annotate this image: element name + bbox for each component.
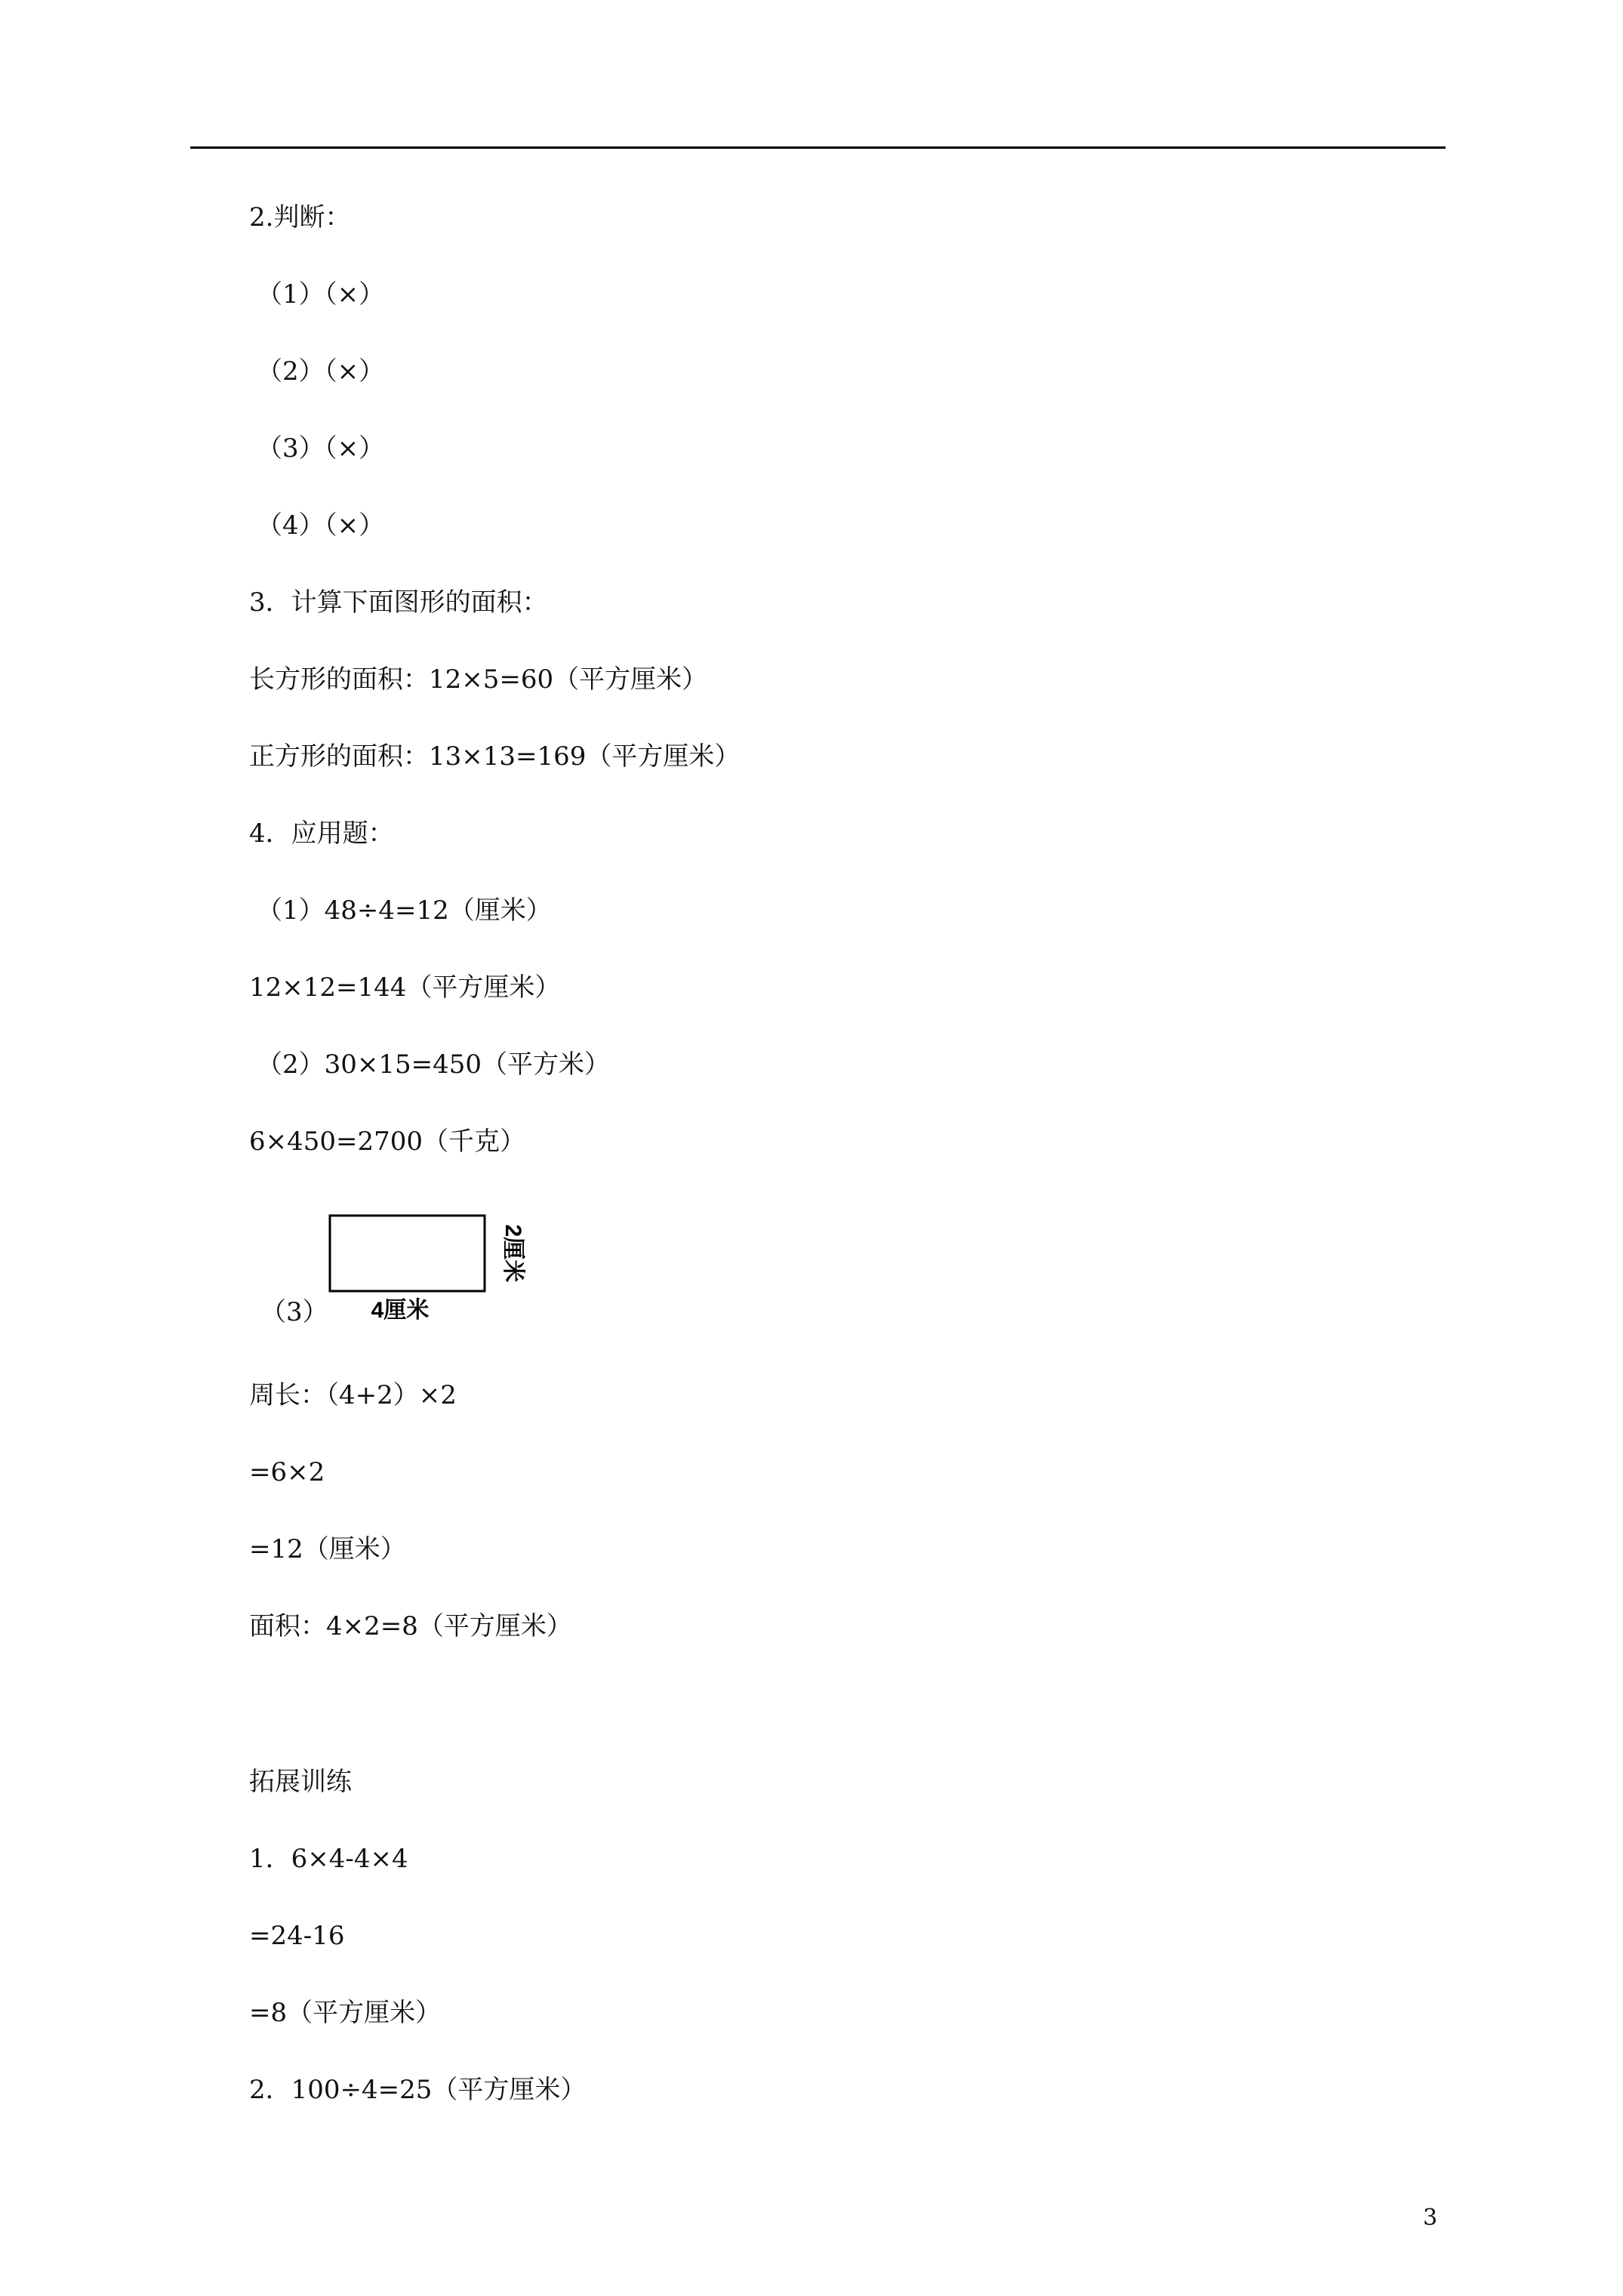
rectangle-shape <box>330 1216 485 1291</box>
page-number: 3 <box>1423 2205 1438 2231</box>
perimeter-step-1: 周长：（4+2）×2 <box>249 1380 457 1410</box>
extension-2-line: 2．100÷4=25（平方厘米） <box>249 2075 587 2105</box>
rectangle-figure <box>317 1200 536 1329</box>
judgement-item-4: （4）（×） <box>257 510 385 541</box>
extension-title: 拓展训练 <box>249 1767 352 1797</box>
perimeter-step-2: =6×2 <box>249 1457 325 1487</box>
problem-2-step-2: 6×450=2700（千克） <box>249 1126 526 1157</box>
rectangle-area-line: 长方形的面积：12×5=60（平方厘米） <box>249 664 708 695</box>
problem-3-label: （3） <box>260 1297 328 1327</box>
rectangle-width-label: 4厘米 <box>371 1298 430 1323</box>
section-4-heading: 4．应用题： <box>249 818 394 849</box>
problem-1-step-2: 12×12=144（平方厘米） <box>249 972 561 1003</box>
judgement-item-1: （1）（×） <box>257 279 385 310</box>
extension-1-step-3: =8（平方厘米） <box>249 1998 442 2028</box>
section-2-heading: 2.判断： <box>249 202 351 233</box>
section-3-heading: 3．计算下面图形的面积： <box>249 587 548 618</box>
perimeter-step-3: =12（厘米） <box>249 1534 406 1564</box>
problem-2-step-1: （2）30×15=450（平方米） <box>257 1049 611 1080</box>
extension-1-step-1: 1．6×4-4×4 <box>249 1844 408 1874</box>
square-area-line: 正方形的面积：13×13=169（平方厘米） <box>249 741 741 772</box>
judgement-item-2: （2）（×） <box>257 356 385 387</box>
extension-1-step-2: =24-16 <box>249 1921 345 1951</box>
area-step: 面积：4×2=8（平方厘米） <box>249 1611 572 1641</box>
rectangle-height-label: 2厘米 <box>500 1224 525 1283</box>
judgement-item-3: （3）（×） <box>257 433 385 464</box>
problem-1-step-1: （1）48÷4=12（厘米） <box>257 895 552 926</box>
header-rule <box>190 146 1446 149</box>
